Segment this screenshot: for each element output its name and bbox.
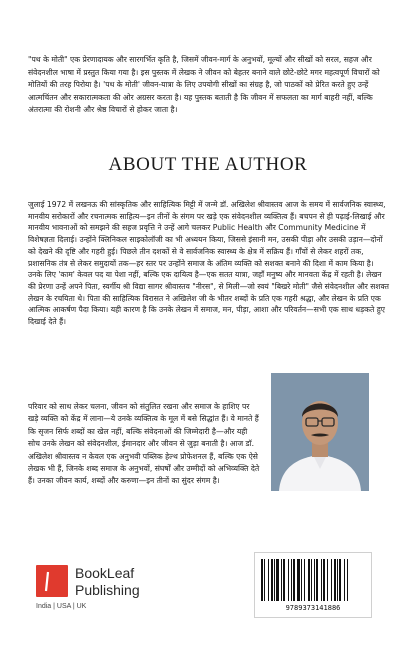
- barcode-bar: [293, 559, 295, 601]
- barcode-bar: [291, 559, 292, 601]
- barcode-bar: [316, 559, 318, 601]
- barcode-bar: [323, 559, 325, 601]
- publisher-regions: India | USA | UK: [36, 603, 87, 610]
- barcode-bar: [268, 559, 269, 601]
- barcode-bar: [261, 559, 263, 601]
- barcode-bar: [334, 559, 336, 601]
- barcode-bar: [344, 559, 345, 601]
- barcode-bar: [327, 559, 328, 601]
- barcode-bar: [264, 559, 265, 601]
- barcode-bar: [283, 559, 285, 601]
- barcode-bar: [288, 559, 289, 601]
- barcode-bar: [308, 559, 310, 601]
- bookleaf-logo-icon: [36, 565, 68, 597]
- author-bio-paragraph-2: परिवार को साथ लेकर चलना, जीवन को संतुलित रखना और समाज के हाशिए पर खड़े व्यक्ति को केंद्र में लाना—ये उनके व्यक्तित्व के मूल में बसे सिद्धांत हैं। वे मानते हैं कि सृजन सिर्फ शब्दों का खेल नहीं, बल्कि संवेदनाओं की जिम्मेदारी है—और यही सोच उनके लेखन को संवेदनशील, ईमानदार और जीवन से जुड़ा बनाती है। आज डॉ. अखिलेश श्रीवास्तव न केवल एक अनुभवी पब्लिक हेल्थ प्रोफेशनल हैं, बल्कि एक ऐसे लेखक भी हैं, जिनके शब्द समाज के अनुभवों, संघर्षों और उम्मीदों को अभिव्यक्ति देते हैं। उनका जीवन कार्य, शब्दों और करुणा—इन तीनों का सुंदर संगम है।: [28, 402, 260, 486]
- isbn-barcode: [254, 552, 372, 618]
- barcode-bar: [347, 559, 348, 601]
- publisher-name-line2: Publishing: [75, 582, 140, 598]
- isbn-number: 9789373141886: [285, 604, 341, 612]
- barcode-bar: [339, 559, 341, 601]
- barcode-bar: [304, 559, 305, 601]
- barcode-bar: [331, 559, 332, 601]
- barcode-bar: [314, 559, 315, 601]
- barcode-bar: [271, 559, 273, 601]
- author-bio-paragraph-1: जुलाई 1972 में लखनऊ की सांस्कृतिक और साहित्यिक मिट्टी में जन्मे डॉ. अखिलेश श्रीवास्तव आज के समय में सार्वजनिक स्वास्थ्य, मानवीय सरोकारों और रचनात्मक साहित्य—इन तीनों के संगम पर खड़े एक संवेदनशील व्यक्तित्व हैं। बचपन से ही पढ़ाई-लिखाई और मानवीय भावनाओं को समझने की सहज प्रवृत्ति ने उन्हें आगे चलकर Public Health और Community Medicine में विशेषज्ञता दिलाई। उन्होंने क्लिनिकल साइकोलॉजी का भी अध्ययन किया, जिससे इंसानी मन, उसकी पीड़ा और उसकी उड़ान—दोनों को देखने की दृष्टि और गहरी हुई। पिछले तीन दशकों से वे सार्वजनिक स्वास्थ्य के क्षेत्र में सक्रिय हैं। गाँवों से लेकर शहरों तक, प्रशासनिक तंत्र से लेकर समुदायों तक—हर स्तर पर उन्होंने समाज के अंतिम व्यक्ति को सशक्त बनाने की दिशा में काम किया है। उनके लिए 'काम' केवल पद या पेशा नहीं, बल्कि एक दायित्व है—एक सतत यात्रा, जहाँ मनुष्य और मानवता केंद्र में रहती है। लेखन की प्रेरणा उन्हें अपने पिता, स्वर्गीय श्री विद्या सागर श्रीवास्तव "नीरस", से मिली—जो स्वयं "बिखरे मोती" जैसे संवेदनशील और सशक्त लेखन के रचयिता थे। पिता की साहित्यिक विरासत ने अखिलेश जी के भीतर शब्दों के प्रति एक गहरी श्रद्धा, और लेखन के प्रति एक आत्मिक आकर्षण पैदा किया। यही कारण है कि उनके लेखन में समाज, मन, पीड़ा, आशा और परिवर्तन—सभी एक साथ धड़कते हुए दिखाई देते हैं।: [28, 200, 389, 327]
- barcode-bar: [281, 559, 282, 601]
- barcode-bar: [276, 559, 279, 601]
- book-description: "पथ के मोती" एक प्रेरणादायक और सारगर्भित कृति है, जिसमें जीवन-मार्ग के अनुभवों, मूल्यों और सीखों को सरल, सहज और संवेदनशील भाषा में प्रस्तुत किया गया है। इस पुस्तक में लेखक ने जीवन को बेहतर बनाने वाले छोटे-छोटे मगर महत्वपूर्ण विचारों को मोतियों की तरह पिरोया है। 'पथ के मोती' जीवन-यात्रा के लिए उपयोगी सीखों का संग्रह है, जो पाठकों को प्रेरित करते हुए उन्हें आत्मचिंतन और सकारात्मकता की ओर अग्रसर करता है। यह पुस्तक बताती है कि जीवन में सफलता का मार्ग बाहरी नहीं, बल्कि अंतरात्मा की रोशनी और श्रेष्ठ विचारों से होकर जाता है।: [28, 55, 380, 115]
- barcode-bar: [297, 559, 300, 601]
- barcode-bar: [337, 559, 338, 601]
- barcode-bar: [301, 559, 302, 601]
- publisher-name-line1: BookLeaf: [75, 565, 135, 581]
- author-portrait-illustration: [271, 373, 369, 491]
- barcode-bar: [311, 559, 312, 601]
- author-photo: [271, 373, 369, 491]
- barcode-bar: [274, 559, 275, 601]
- barcode-bar: [321, 559, 322, 601]
- barcode-bars-graphic: [261, 559, 365, 601]
- about-author-heading: ABOUT THE AUTHOR: [108, 154, 308, 175]
